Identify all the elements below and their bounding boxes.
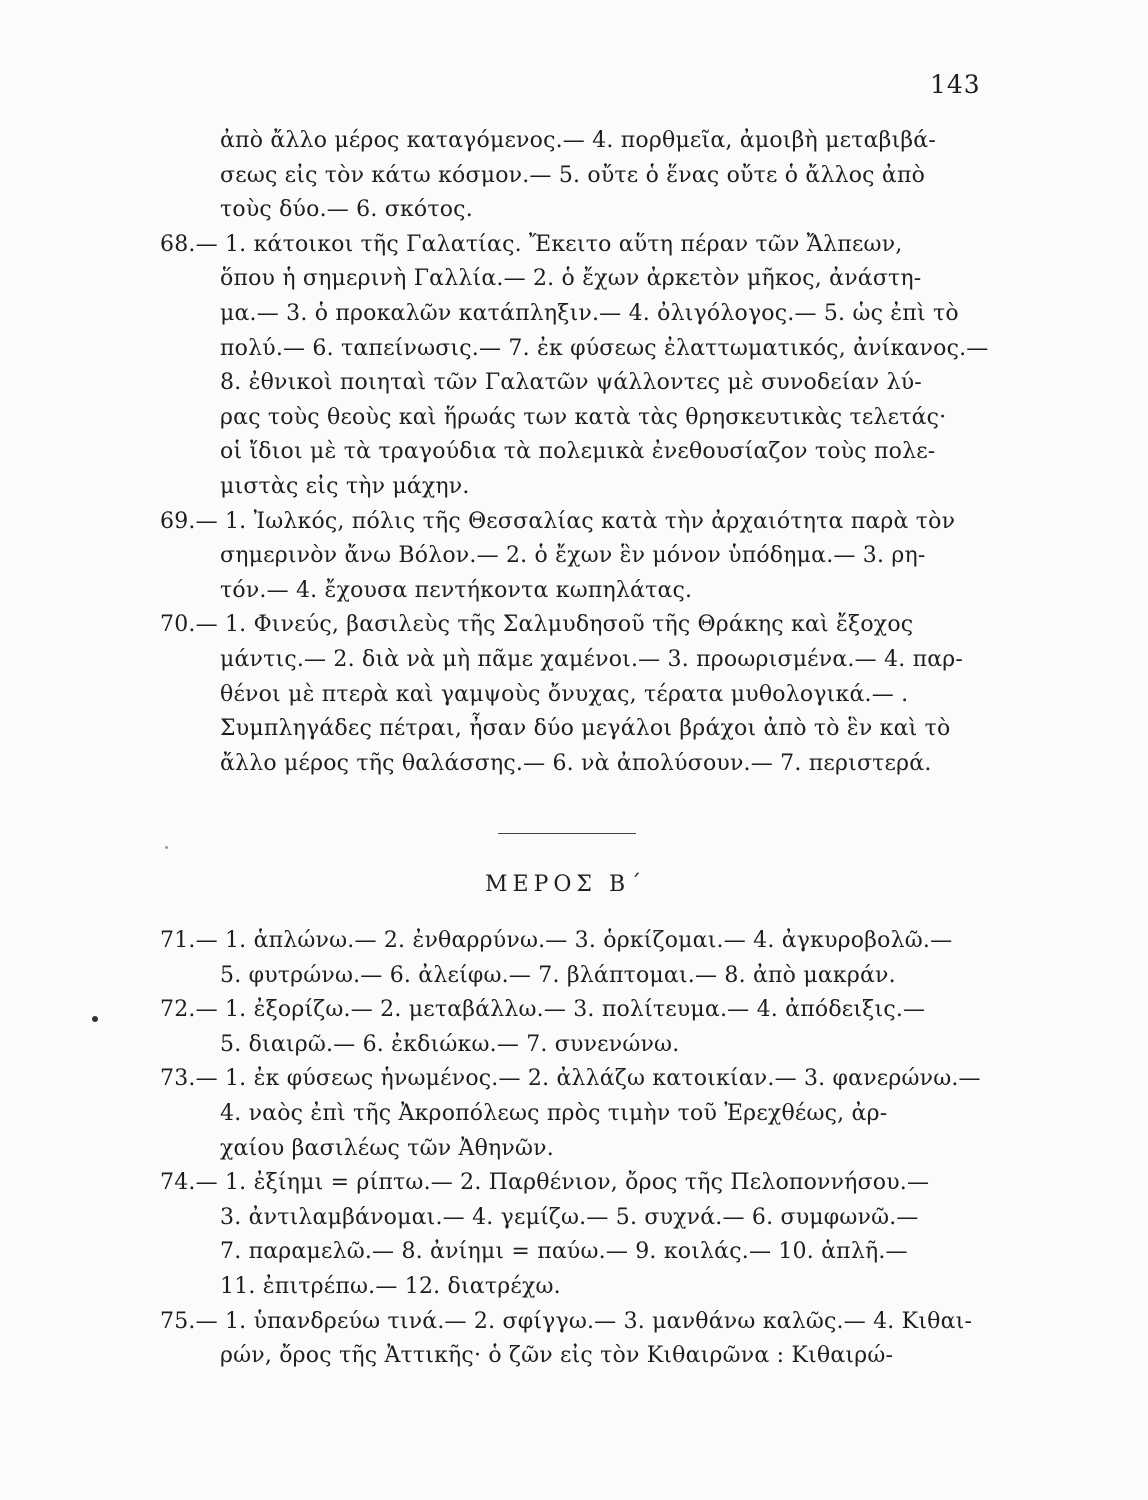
entry-continuation-line: σημερινὸν ἄνω Βόλον.— 2. ὁ ἔχων ἓν μόνον ὑπόδημα.— 3. ρη- <box>220 543 926 569</box>
speck-mark <box>165 846 168 849</box>
entry-first-line: 71.— 1. ἁπλώνω.— 2. ἐνθαρρύνω.— 3. ὁρκίζομαι.— 4. ἀγκυροβολῶ.— <box>160 928 953 953</box>
entry-continuation-line: 4. ναὸς ἐπὶ τῆς Ἀκροπόλεως πρὸς τιμὴν τοῦ Ἐρεχθέως, ἀρ- <box>220 1101 888 1126</box>
entry-continuation-line: τόν.— 4. ἔχουσα πεντήκοντα κωπηλάτας. <box>220 577 693 603</box>
entry-first-line: 70.— 1. Φινεύς, βασιλεὺς τῆς Σαλμυδησοῦ τῆς Θράκης καὶ ἔξοχος <box>160 612 914 638</box>
entry-first-line: 72.— 1. ἐξορίζω.— 2. μεταβάλλω.— 3. πολίτευμα.— 4. ἀπόδειξις.— <box>160 997 926 1023</box>
entry-continuation-line: ἀπὸ ἄλλο μέρος καταγόμενος.— 4. πορθμεῖα, ἀμοιβὴ μεταβιβά- <box>220 128 936 153</box>
entry-continuation-line: οἱ ἴδιοι μὲ τὰ τραγούδια τὰ πολεμικὰ ἐνεθουσίαζον τοὺς πολε- <box>220 439 936 465</box>
entry-continuation-line: θένοι μὲ πτερὰ καὶ γαμψοὺς ὄνυχας, τέρατα μυθολογικά.— . <box>220 681 909 707</box>
entry-continuation-line: μιστὰς εἰς τὴν μάχην. <box>220 474 470 499</box>
entry-first-line: 69.— 1. Ἰωλκός, πόλις τῆς Θεσσαλίας κατὰ τὴν ἀρχαιότητα παρὰ τὸν <box>160 508 956 534</box>
entry-continuation-line: μα.— 3. ὁ προκαλῶν κατάπληξιν.— 4. ὀλιγόλογος.— 5. ὡς ἐπὶ τὸ <box>220 301 959 326</box>
entry-continuation-line: ἄλλο μέρος τῆς θαλάσσης.— 6. νὰ ἀπολύσουν.— 7. περιστερά. <box>220 750 932 776</box>
entry-continuation-line: 11. ἐπιτρέπω.— 12. διατρέχω. <box>220 1274 561 1299</box>
entry-continuation-line: πολύ.— 6. ταπείνωσις.— 7. ἐκ φύσεως ἐλαττωματικός, ἀνίκανος.— <box>220 335 989 361</box>
entry-continuation-line: ρών, ὄρος τῆς Ἀττικῆς· ὁ ζῶν εἰς τὸν Κιθαιρῶνα : Κιθαιρώ- <box>220 1343 894 1369</box>
entry-continuation-line: 3. ἀντιλαμβάνομαι.— 4. γεμίζω.— 5. συχνά.— 6. συμφωνῶ.— <box>220 1204 919 1230</box>
speck-mark <box>92 1016 98 1022</box>
entry-continuation-line: μάντις.— 2. διὰ νὰ μὴ πᾶμε χαμένοι.— 3. προωρισμένα.— 4. παρ- <box>220 647 964 672</box>
section-divider <box>498 833 636 834</box>
entry-first-line: 74.— 1. ἐξίημι = ρίπτω.— 2. Παρθένιον, ὄρος τῆς Πελοποννήσου.— <box>160 1170 930 1196</box>
entry-first-line: 75.— 1. ὑπανδρεύω τινά.— 2. σφίγγω.— 3. μανθάνω καλῶς.— 4. Κιθαι- <box>160 1308 973 1334</box>
entry-continuation-line: τοὺς δύο.— 6. σκότος. <box>220 197 473 223</box>
entry-continuation-line: 7. παραμελῶ.— 8. ἀνίημι = παύω.— 9. κοιλάς.— 10. ἁπλῆ.— <box>220 1239 908 1265</box>
entry-continuation-line: 5. φυτρώνω.— 6. ἀλείφω.— 7. βλάπτομαι.— 8. ἀπὸ μακράν. <box>220 962 896 988</box>
entry-continuation-line: 5. διαιρῶ.— 6. ἐκδιώκω.— 7. συνενώνω. <box>220 1031 680 1057</box>
entry-first-line: 68.— 1. κάτοικοι τῆς Γαλατίας. Ἔκειτο αὕτη πέραν τῶν Ἄλπεων, <box>160 231 903 257</box>
page-number: 143 <box>930 70 981 99</box>
entry-continuation-line: ρας τοὺς θεοὺς καὶ ἥρωάς των κατὰ τὰς θρησκευτικὰς τελετάς· <box>220 404 947 430</box>
entry-continuation-line: Συμπληγάδες πέτραι, ἦσαν δύο μεγάλοι βράχοι ἀπὸ τὸ ἓν καὶ τὸ <box>220 716 951 742</box>
entry-continuation-line: χαίου βασιλέως τῶν Ἀθηνῶν. <box>220 1135 554 1161</box>
entry-continuation-line: ὅπου ἡ σημερινὴ Γαλλία.— 2. ὁ ἔχων ἀρκετὸν μῆκος, ἀνάστη- <box>220 266 922 292</box>
entry-continuation-line: 8. ἐθνικοὶ ποιηταὶ τῶν Γαλατῶν ψάλλοντες μὲ συνοδείαν λύ- <box>220 370 922 396</box>
section-heading: ΜΕΡΟΣ Β΄ <box>485 872 647 897</box>
entry-first-line: 73.— 1. ἐκ φύσεως ἡνωμένος.— 2. ἀλλάζω κατοικίαν.— 3. φανερώνω.— <box>160 1066 981 1092</box>
entry-continuation-line: σεως εἰς τὸν κάτω κόσμον.— 5. οὔτε ὁ ἕνας οὔτε ὁ ἄλλος ἀπὸ <box>220 162 926 188</box>
